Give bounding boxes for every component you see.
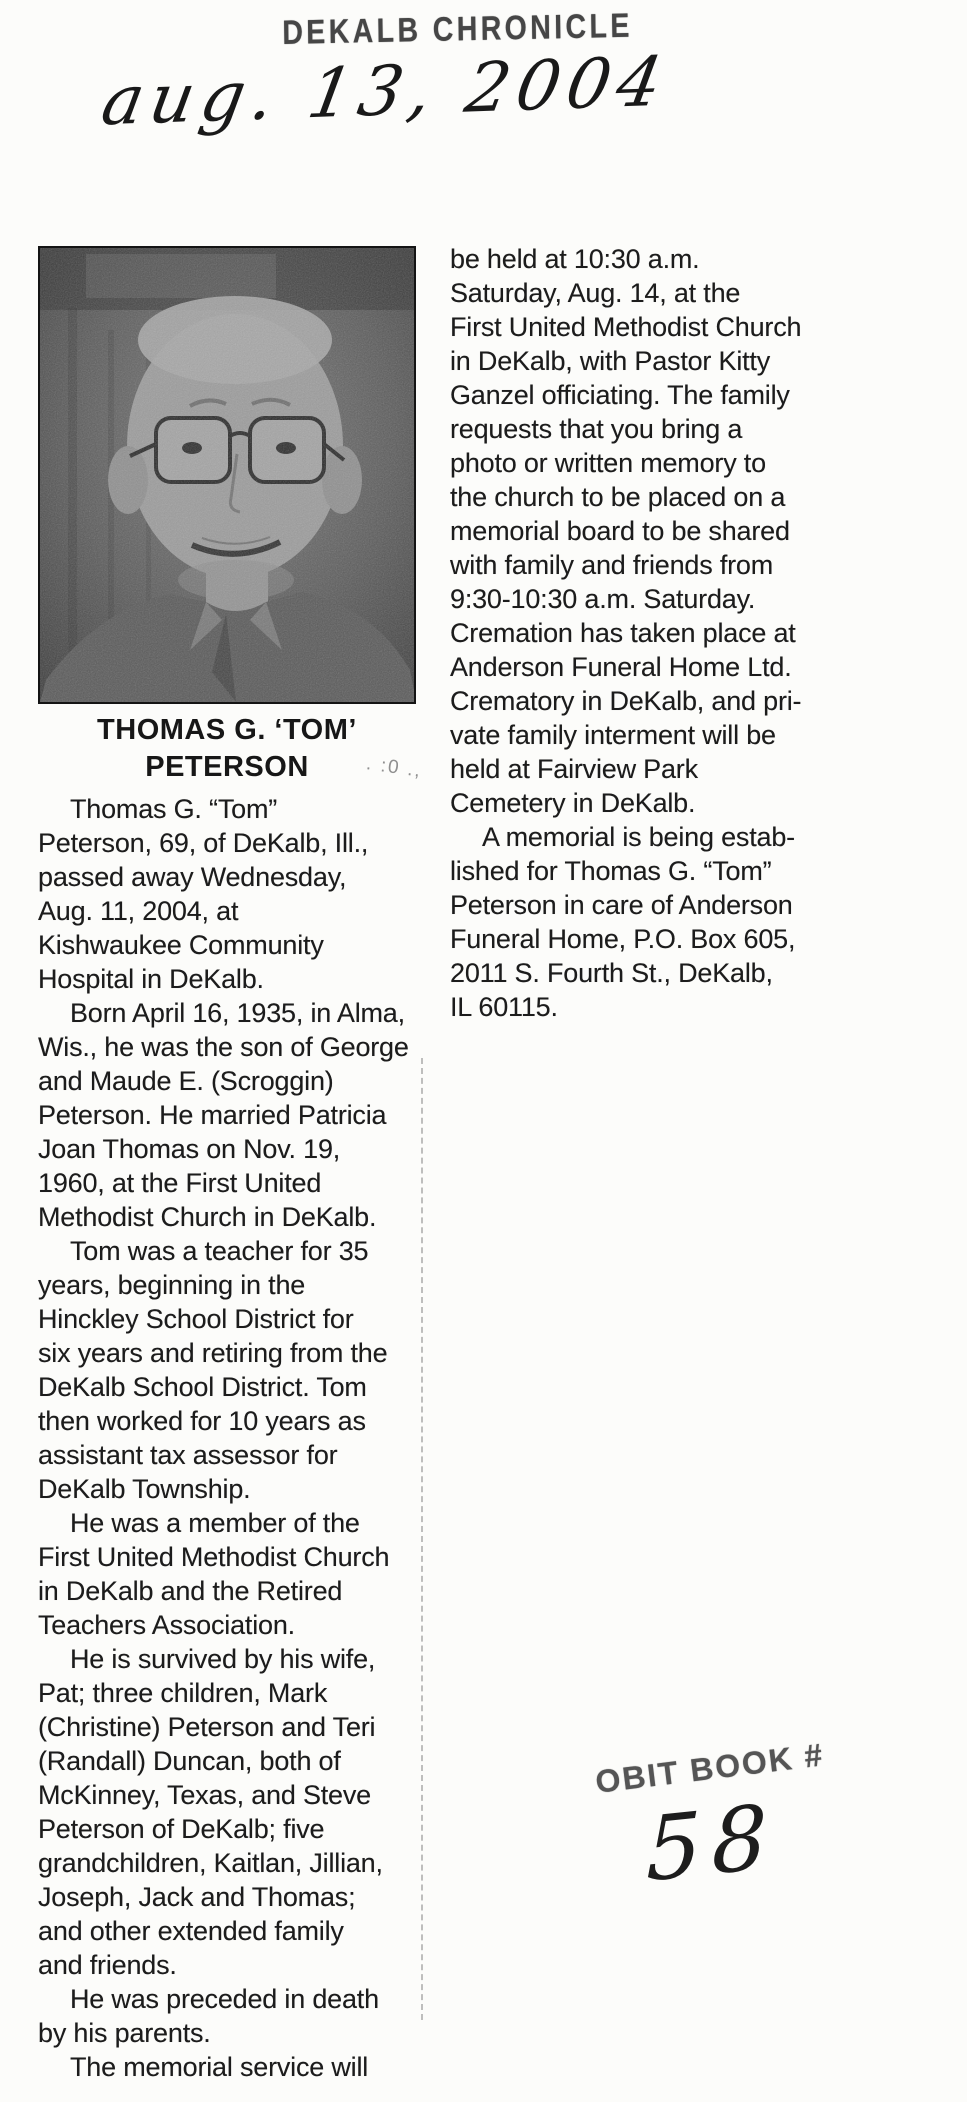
text-line: Thomas G. “Tom” (70, 794, 278, 824)
text-line: The memorial service will (70, 2052, 369, 2082)
text-line: Peterson, 69, of DeKalb, Ill., (38, 828, 369, 858)
text-line: McKinney, Texas, and Steve (38, 1780, 371, 1810)
newspaper-name-stamp: DEKALB CHRONICLE (282, 6, 633, 52)
text-line: (Randall) Duncan, both of (38, 1746, 341, 1776)
paragraph (38, 792, 432, 996)
text-line: then worked for 10 years as (38, 1406, 366, 1436)
text-line: First United Methodist Church (450, 312, 802, 342)
text-line: Wis., he was the son of George (38, 1032, 409, 1062)
text-line: and other extended family (38, 1916, 344, 1946)
text-line: Hospital in DeKalb. (38, 964, 264, 994)
text-line: Cremation has taken place at (450, 618, 796, 648)
text-line: Methodist Church in DeKalb. (38, 1202, 377, 1232)
text-line: Funeral Home, P.O. Box 605, (450, 924, 796, 954)
text-line: DeKalb School District. Tom (38, 1372, 367, 1402)
obituary-photo (38, 246, 416, 704)
paragraph (450, 242, 912, 820)
text-line: IL 60115. (450, 992, 558, 1022)
text-line: photo or written memory to (450, 448, 766, 478)
text-line: Peterson in care of Anderson (450, 890, 793, 920)
text-line: requests that you bring a (450, 414, 743, 444)
text-line: by his parents. (38, 2018, 211, 2048)
paragraph (38, 1642, 432, 1982)
text-line: in DeKalb and the Retired (38, 1576, 343, 1606)
text-line: Tom was a teacher for 35 (70, 1236, 369, 1266)
scan-artifact: . :0 ., (364, 753, 424, 782)
text-line: Anderson Funeral Home Ltd. (450, 652, 792, 682)
text-line: and Maude E. (Scroggin) (38, 1066, 334, 1096)
text-line: in DeKalb, with Pastor Kitty (450, 346, 771, 376)
obit-book-number-handwritten: 58 (646, 1784, 778, 1902)
text-line: and friends. (38, 1950, 177, 1980)
column-rule (421, 1058, 423, 2020)
paragraph (38, 1982, 432, 2050)
paragraph (450, 820, 912, 1024)
text-line: He was a member of the (70, 1508, 360, 1538)
text-line: assistant tax assessor for (38, 1440, 338, 1470)
text-line: held at Fairview Park (450, 754, 698, 784)
text-line: grandchildren, Kaitlan, Jillian, (38, 1848, 383, 1878)
text-line: be held at 10:30 a.m. (450, 244, 700, 274)
heading-line-1: THOMAS G. ‘TOM’ (97, 714, 357, 746)
text-line: years, beginning in the (38, 1270, 306, 1300)
text-line: six years and retiring from the (38, 1338, 388, 1368)
handwritten-date: aug. 13, 2004 (95, 42, 675, 142)
heading-line-2: PETERSON (145, 751, 309, 783)
text-line: A memorial is being estab- (482, 822, 795, 852)
text-line: Hinckley School District for (38, 1304, 354, 1334)
paragraph (38, 1234, 432, 1506)
text-line: Saturday, Aug. 14, at the (450, 278, 741, 308)
text-line: Peterson of DeKalb; five (38, 1814, 325, 1844)
text-line: 1960, at the First United (38, 1168, 322, 1198)
text-line: Pat; three children, Mark (38, 1678, 328, 1708)
text-line: 9:30-10:30 a.m. Saturday. (450, 584, 756, 614)
text-line: with family and friends from (450, 550, 774, 580)
text-line: He is survived by his wife, (70, 1644, 376, 1674)
text-line: lished for Thomas G. “Tom” (450, 856, 772, 886)
text-line: the church to be placed on a (450, 482, 786, 512)
text-line: memorial board to be shared (450, 516, 790, 546)
text-line: 2011 S. Fourth St., DeKalb, (450, 958, 773, 988)
text-line: passed away Wednesday, (38, 862, 347, 892)
text-line: Aug. 11, 2004, at (38, 896, 239, 926)
obituary-name-heading (38, 712, 416, 786)
obituary-left-column (38, 792, 432, 2084)
text-line: Crematory in DeKalb, and pri- (450, 686, 802, 716)
text-line: Peterson. He married Patricia (38, 1100, 387, 1130)
paragraph (38, 1506, 432, 1642)
text-line: Cemetery in DeKalb. (450, 788, 696, 818)
text-line: Kishwaukee Community (38, 930, 324, 960)
paragraph (38, 996, 432, 1234)
paragraph (38, 2050, 432, 2084)
text-line: (Christine) Peterson and Teri (38, 1712, 376, 1742)
obit-book-stamp: OBIT BOOK # (593, 1736, 827, 1801)
text-line: vate family interment will be (450, 720, 776, 750)
obituary-right-column (450, 242, 912, 1024)
text-line: DeKalb Township. (38, 1474, 251, 1504)
text-line: Joseph, Jack and Thomas; (38, 1882, 356, 1912)
text-line: Joan Thomas on Nov. 19, (38, 1134, 341, 1164)
text-line: Ganzel officiating. The family (450, 380, 790, 410)
text-line: First United Methodist Church (38, 1542, 390, 1572)
portrait-illustration (40, 248, 414, 702)
text-line: Born April 16, 1935, in Alma, (70, 998, 405, 1028)
text-line: Teachers Association. (38, 1610, 295, 1640)
text-line: He was preceded in death (70, 1984, 379, 2014)
